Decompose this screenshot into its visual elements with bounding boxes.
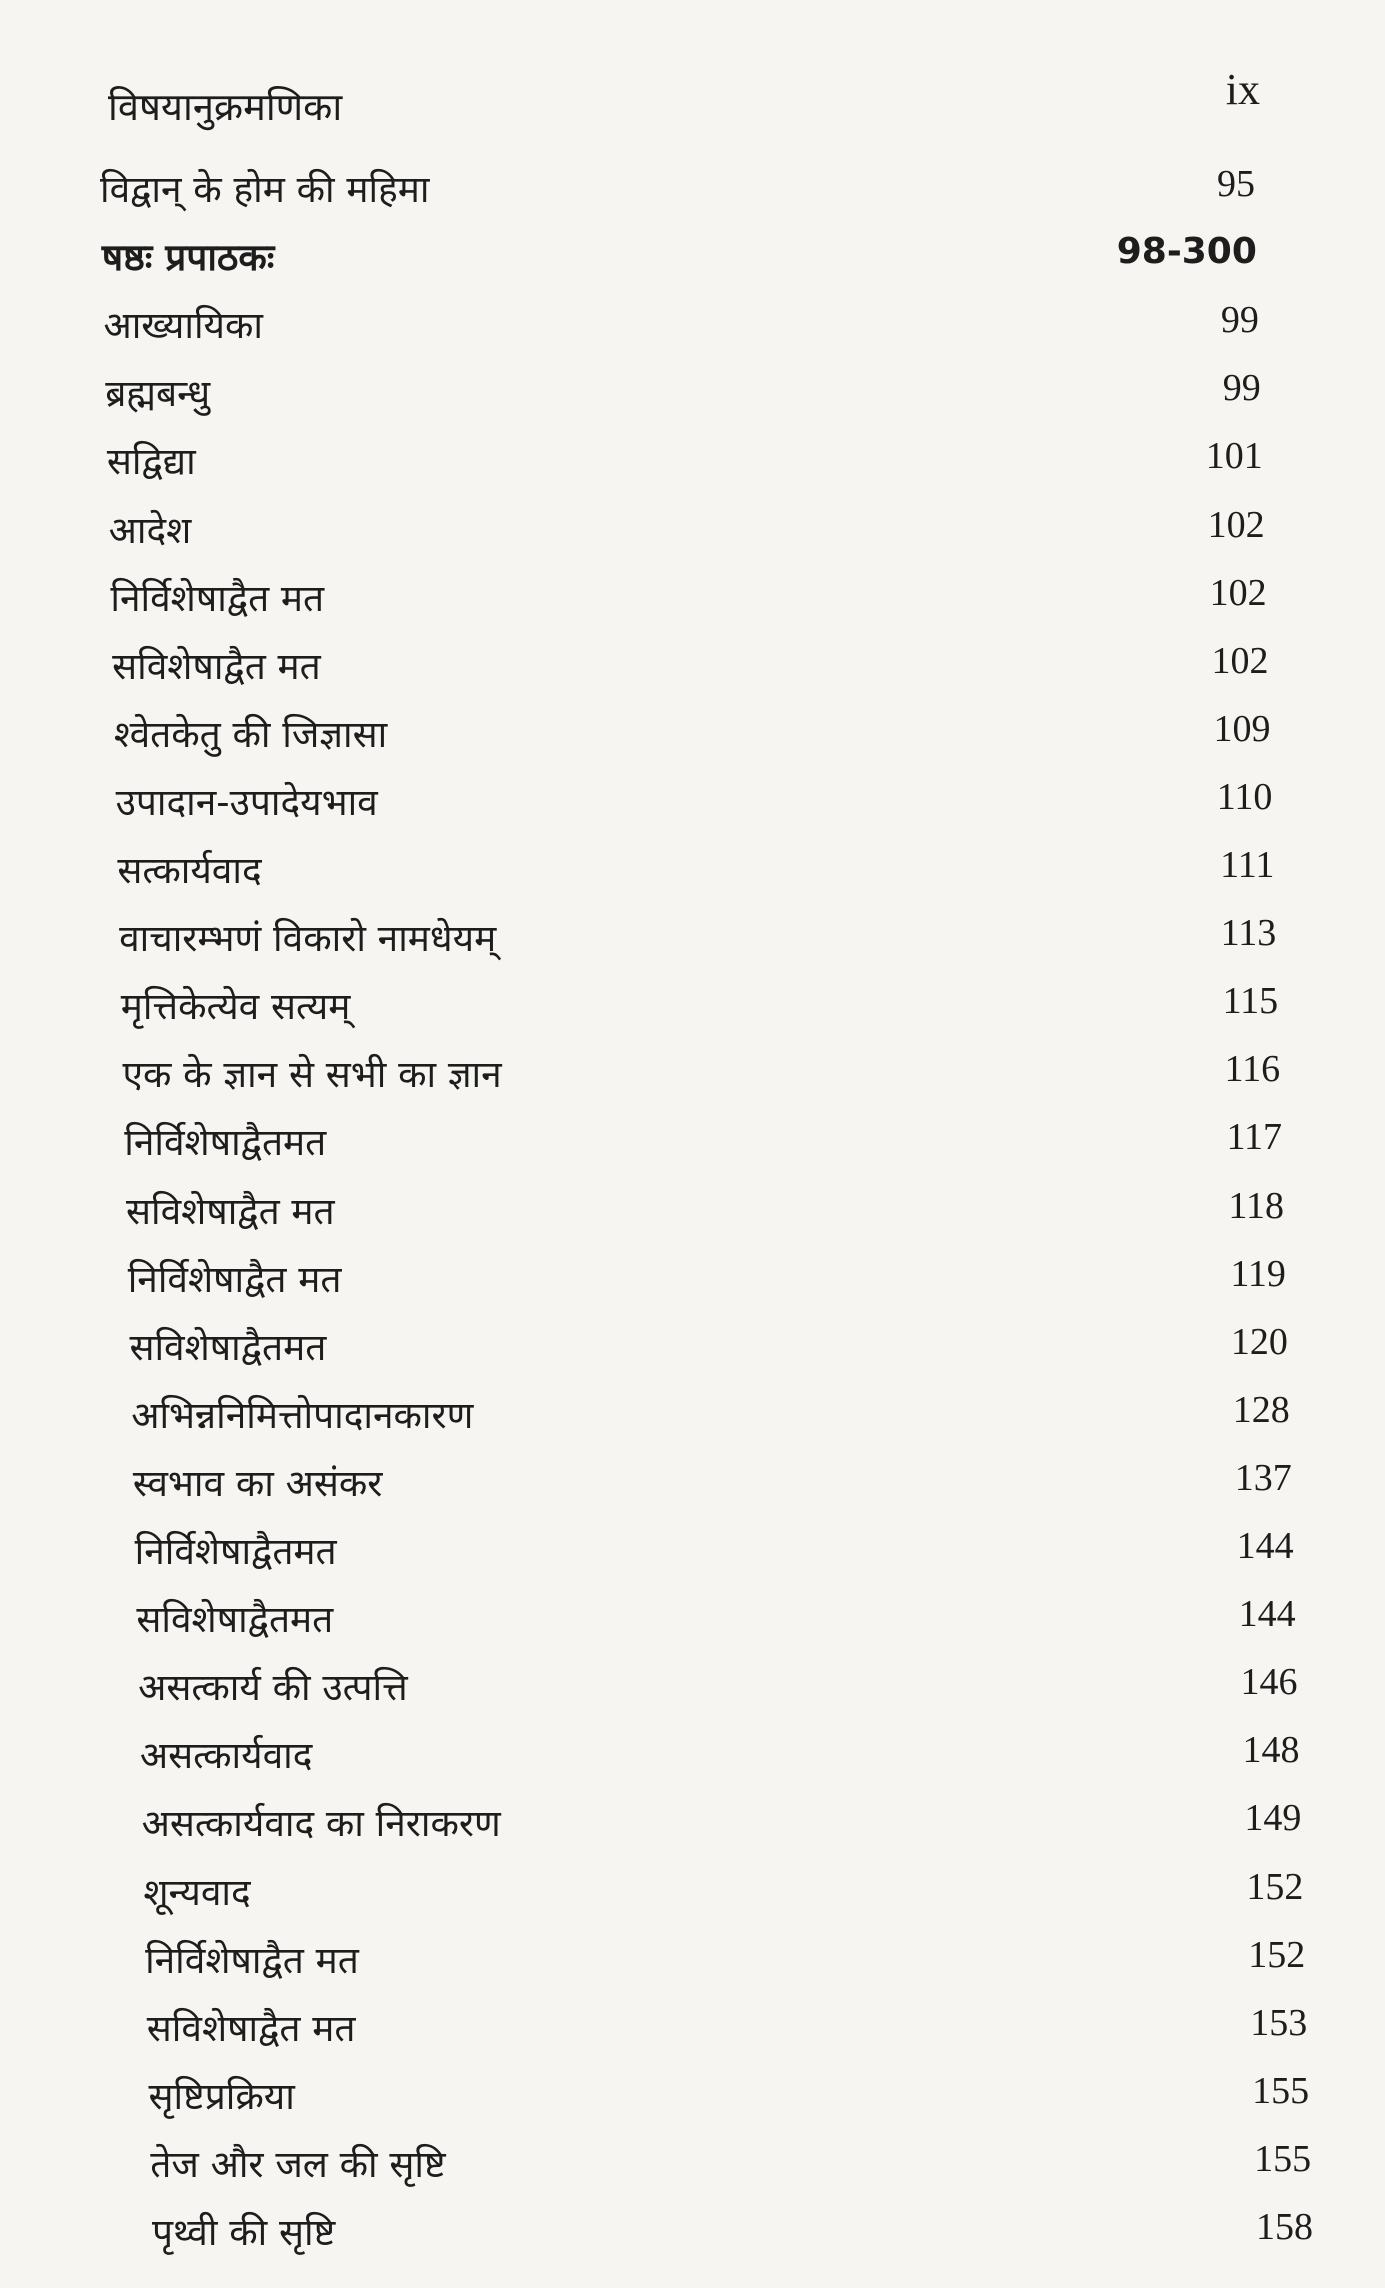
toc-entry <box>133 1456 1292 1516</box>
toc-entry-title: सविशेषाद्वैतमत <box>129 1325 327 1369</box>
toc-entry-page: 102 <box>1211 639 1269 682</box>
toc-entry <box>119 911 1276 971</box>
toc-entry <box>149 2069 1310 2129</box>
toc-entry-page: 109 <box>1213 707 1271 750</box>
toc-entry <box>150 2137 1311 2197</box>
toc-entry-page: 137 <box>1234 1456 1292 1499</box>
toc-entry <box>135 1524 1294 1584</box>
toc-entry-title: पृथ्वी की सृष्टि <box>152 2211 336 2254</box>
toc-entry-page: 111 <box>1220 844 1275 886</box>
toc-entry <box>114 707 1271 767</box>
toc-entry <box>100 162 1255 222</box>
toc-entry-page: 95 <box>1217 163 1255 205</box>
toc-entry-page: 101 <box>1205 435 1263 478</box>
toc-entry-page: 98-300 <box>1116 231 1257 273</box>
toc-entry-title: तेज और जल की सृष्टि <box>150 2142 446 2186</box>
toc-entry-page: 102 <box>1209 571 1267 614</box>
toc-entry-page: 155 <box>1252 2069 1310 2112</box>
toc-entry <box>152 2205 1313 2265</box>
toc-entry <box>143 1865 1303 1925</box>
toc-entry <box>136 1592 1295 1652</box>
toc-entry <box>117 843 1274 903</box>
toc-entry-page: 146 <box>1240 1661 1298 1704</box>
toc-entry-title: मृत्तिकेत्येव सत्यम् <box>120 985 351 1029</box>
toc-entry-page: 99 <box>1220 299 1259 342</box>
toc-entry-title: सविशेषाद्वैत मत <box>126 1189 335 1233</box>
toc-entry-page: 117 <box>1226 1116 1283 1159</box>
toc-entry-page: 148 <box>1242 1729 1300 1772</box>
toc-entry <box>124 1115 1282 1175</box>
toc-entry-title: सविशेषाद्वैत मत <box>146 2006 356 2050</box>
toc-entry <box>105 366 1261 426</box>
toc-entry-page: 149 <box>1244 1797 1302 1840</box>
toc-entry-title: निर्विशेषाद्वैत मत <box>127 1257 342 1301</box>
toc-entry <box>147 2001 1307 2061</box>
toc-entry-page: 116 <box>1224 1048 1281 1091</box>
toc-entry <box>112 639 1268 699</box>
toc-entry <box>128 1252 1286 1312</box>
toc-entry-page: 158 <box>1256 2206 1313 2248</box>
toc-section-heading <box>102 230 1257 290</box>
toc-entry <box>140 1728 1300 1788</box>
toc-entry-page: 113 <box>1220 912 1277 955</box>
toc-entry <box>142 1796 1302 1856</box>
toc-entry-title: शून्यवाद <box>143 1870 251 1914</box>
toc-entry-title: निर्विशेषाद्वैत मत <box>145 1938 359 1982</box>
toc-entry <box>121 979 1278 1039</box>
toc-entry <box>103 298 1258 358</box>
toc-entry-title: सविशेषाद्वैत मत <box>112 644 321 688</box>
toc-entry-page: 155 <box>1254 2137 1312 2180</box>
toc-entry-page: 152 <box>1248 1933 1306 1976</box>
toc-entry <box>138 1660 1297 1720</box>
toc-entry-title: असत्कार्य की उत्पत्ति <box>138 1666 408 1710</box>
toc-entry <box>131 1388 1290 1448</box>
toc-entry-title: आदेश <box>108 508 192 552</box>
toc-entry <box>145 1933 1305 1993</box>
toc-entry-title: विद्वान् के होम की महिमा <box>100 168 430 211</box>
toc-entry-page: 144 <box>1238 1593 1296 1636</box>
toc-entry <box>110 571 1266 631</box>
toc-entry-title: स्वभाव का असंकर <box>132 1461 383 1505</box>
toc-entry-title: एक के ज्ञान से सभी का ज्ञान <box>122 1053 502 1097</box>
toc-entry-title: सविशेषाद्वैतमत <box>136 1598 334 1642</box>
running-title: विषयानुक्रमणिका <box>108 85 343 129</box>
toc-entry-title: वाचारम्भणं विकारो नामधेयम् <box>119 917 497 961</box>
toc-entry-title: अभिन्ननिमित्तोपादानकारण <box>131 1393 474 1437</box>
toc-entry-title: सत्कार्यवाद <box>117 849 262 892</box>
toc-entry <box>126 1184 1284 1244</box>
toc-entry-title: सृष्टिप्रक्रिया <box>148 2074 295 2118</box>
toc-entry <box>123 1047 1281 1107</box>
toc-entry-title: श्वेतकेतु की जिज्ञासा <box>113 712 388 756</box>
toc-entry-title: असत्कार्यवाद का निराकरण <box>141 1802 501 1846</box>
toc-entry-page: 99 <box>1222 367 1261 410</box>
toc-entry-title: आख्यायिका <box>103 304 263 348</box>
toc-entry <box>107 434 1263 494</box>
toc-entry-page: 119 <box>1230 1252 1286 1295</box>
toc-entry <box>129 1320 1287 1380</box>
toc-entry-title: असत्कार्यवाद <box>139 1734 313 1778</box>
toc-entry-page: 128 <box>1232 1388 1290 1431</box>
toc-entry <box>116 775 1273 835</box>
toc-entry-page: 115 <box>1222 980 1279 1023</box>
toc-entry-title: निर्विशेषाद्वैतमत <box>134 1530 337 1573</box>
toc-entry-title: षष्ठः प्रपाठकः <box>101 236 275 280</box>
toc-entry-page: 120 <box>1230 1320 1288 1363</box>
toc-entry-page: 102 <box>1207 503 1265 546</box>
toc-entry-title: निर्विशेषाद्वैतमत <box>124 1121 327 1165</box>
toc-entry-title: ब्रह्मबन्धु <box>105 372 211 416</box>
toc-entry-page: 153 <box>1250 2001 1308 2044</box>
toc-entry-page: 118 <box>1228 1184 1284 1227</box>
toc-entry-title: सद्विद्या <box>106 440 196 484</box>
toc-entry-page: 152 <box>1246 1865 1304 1908</box>
toc-entry-page: 110 <box>1216 775 1273 818</box>
toc-entry <box>109 503 1265 563</box>
toc-entry-page: 144 <box>1236 1525 1294 1567</box>
toc-entry-title: निर्विशेषाद्वैत मत <box>110 576 325 620</box>
toc-entry-title: उपादान-उपादेयभाव <box>115 780 378 824</box>
page-number: ix <box>1225 65 1260 114</box>
